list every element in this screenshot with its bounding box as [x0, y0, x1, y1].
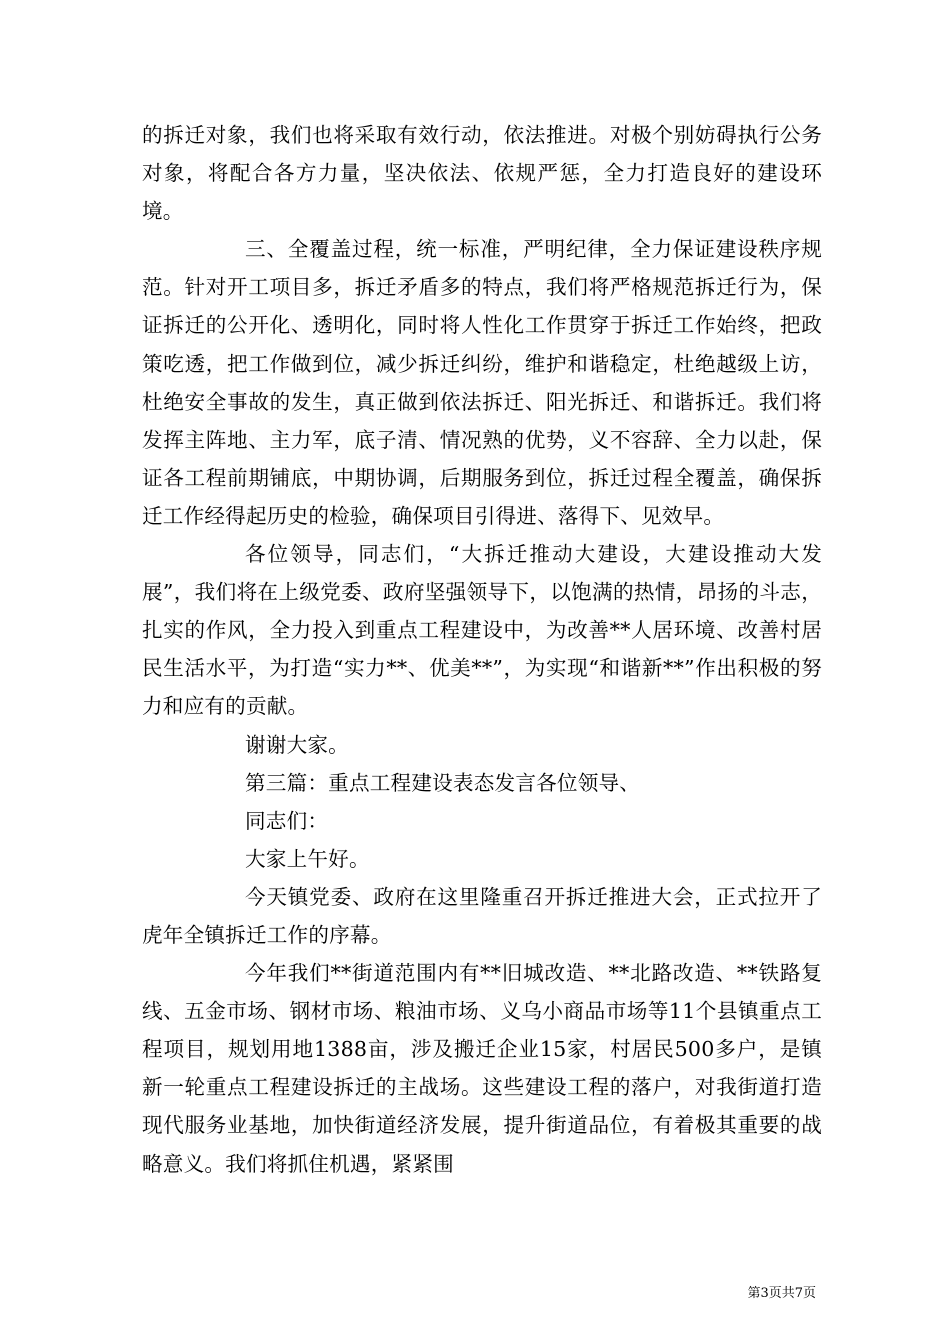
- paragraph-1: 的拆迁对象，我们也将采取有效行动，依法推进。对极个别妨碍执行公务对象，将配合各方力量，坚决依法、依规严惩，全力打造良好的建设环境。: [142, 123, 822, 224]
- paragraph-9: 今年我们**街道范围内有**旧城改造、**北路改造、**铁路复线、五金市场、钢材市场、粮油市场、义乌小商品市场等11个县镇重点工程项目，规划用地1388亩，涉及搬迁企业15家，村居民500多户，是镇新一轮重点工程建设拆迁的主战场。这些建设工程的落户，对我街道打造现代服务业基地，加快街道经济发展，提升街道品位，有着极其重要的战略意义。我们将抓住机遇，紧紧围: [142, 961, 822, 1176]
- greeting: 大家上午好。: [245, 846, 370, 871]
- paragraph-3: 各位领导，同志们，“大拆迁推动大建设，大建设推动大发展”，我们将在上级党委、政府坚强领导下，以饱满的热情，昂扬的斗志，扎实的作风，全力投入到重点工程建设中，为改善**人居环境、改善村居民生活水平，为打造“实力**、优美**”，为实现“和谐新**”作出积极的努力和应有的贡献。: [142, 542, 822, 719]
- document-body: [142, 116, 822, 1183]
- paragraph-4: 谢谢大家。: [245, 732, 349, 757]
- paragraph-8: 今天镇党委、政府在这里隆重召开拆迁推进大会，正式拉开了虎年全镇拆迁工作的序幕。: [142, 884, 822, 947]
- paragraph-2: 三、全覆盖过程，统一标准，严明纪律，全力保证建设秩序规范。针对开工项目多，拆迁矛盾多的特点，我们将严格规范拆迁行为，保证拆迁的公开化、透明化，同时将人性化工作贯穿于拆迁工作始终，把政策吃透，把工作做到位，减少拆迁纠纷，维护和谐稳定，杜绝越级上访，杜绝安全事故的发生，真正做到依法拆迁、阳光拆迁、和谐拆迁。我们将发挥主阵地、主力军，底子清、情况熟的优势，义不容辞、全力以赴，保证各工程前期铺底，中期协调，后期服务到位，拆迁过程全覆盖，确保拆迁工作经得起历史的检验，确保项目引得进、落得下、见效早。: [142, 237, 822, 528]
- salutation: 同志们：: [245, 808, 329, 833]
- section-heading: 第三篇：重点工程建设表态发言各位领导、: [245, 770, 641, 795]
- page-number-footer: 第3页共7页: [747, 1286, 816, 1301]
